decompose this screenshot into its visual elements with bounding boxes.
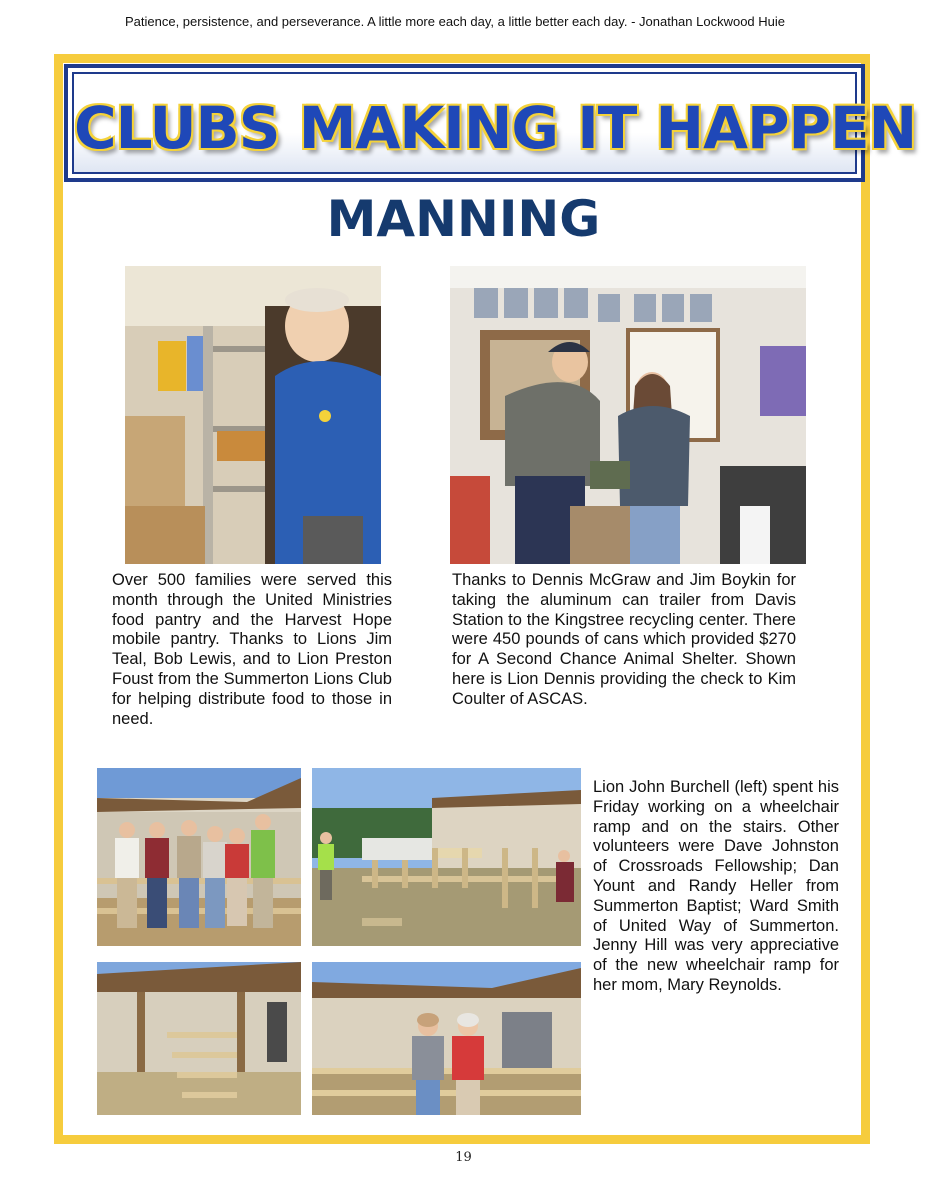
photo-volunteers-group <box>97 768 301 946</box>
caption-wheelchair-ramp: Lion John Burchell (left) spent his Friday working on a wheelchair ramp and on the stairs. Other volunteers were Dave Johnston of Crossroads Fellowship; Dan Yount and Randy Heller from Summerton Baptist; Ward Smith of United Way of Summerton. Jenny Hill was very appreciative of the new wheelchair ramp for her mom, Mary Reynolds. <box>593 778 839 994</box>
banner <box>64 64 917 182</box>
caption-food-pantry: Over 500 families were served this month through the United Ministries food pantry and the Harvest Hope mobile pantry. Thanks to Lions Jim Teal, Bob Lewis, and to Lion Preston Foust from the Summerton Lions Club for helping distribute food to those in need. <box>112 571 392 728</box>
header-quote: Patience, persistence, and perseverance. A little more each day, a little better each day. - Jonathan Lockwood Huie <box>124 14 786 29</box>
photo-steps <box>97 962 301 1115</box>
section-title: MANNING <box>326 190 601 248</box>
banner-inner <box>72 72 917 174</box>
banner-title: CLUBS MAKING IT HAPPEN <box>74 94 917 162</box>
photo-check-presentation <box>450 266 806 564</box>
photo-jenny-and-mary <box>312 962 581 1115</box>
photo-food-pantry <box>125 266 381 564</box>
caption-can-trailer: Thanks to Dennis McGraw and Jim Boykin for taking the aluminum can trailer from Davis Station to the Kingstree recycling center. There were 450 pounds of cans which provided $270 for A Second Chance Animal Shelter. Shown here is Lion Dennis providing the check to Kim Coulter of ASCAS. <box>452 571 796 708</box>
photo-ramp-wide <box>312 768 581 946</box>
page-number: 19 <box>455 1150 472 1165</box>
